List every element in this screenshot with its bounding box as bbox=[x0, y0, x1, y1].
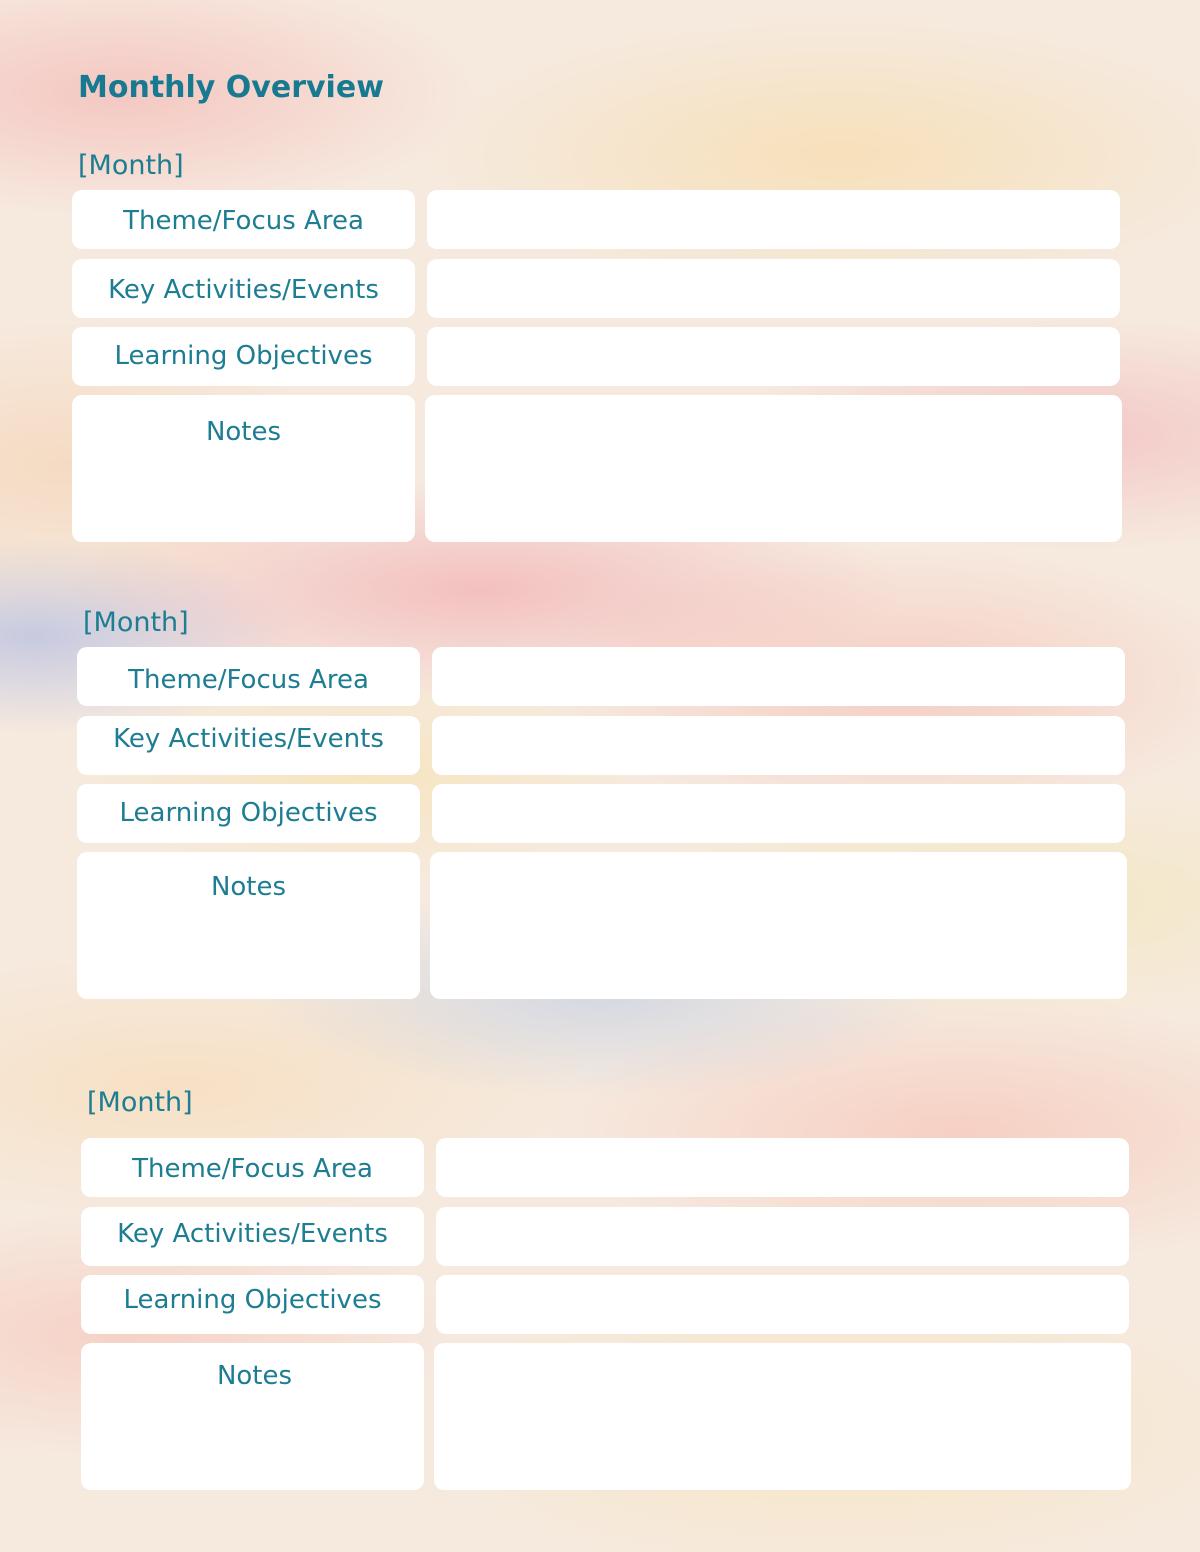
theme-focus-field[interactable] bbox=[436, 1138, 1129, 1197]
notes-label bbox=[72, 395, 415, 542]
learning-objectives-label bbox=[81, 1275, 424, 1334]
row-label-text: Learning Objectives bbox=[114, 341, 373, 371]
key-activities-label bbox=[77, 716, 420, 775]
key-activities-field[interactable] bbox=[432, 716, 1125, 775]
month-label[interactable]: [Month] bbox=[87, 1087, 193, 1118]
month-label[interactable]: [Month] bbox=[78, 150, 184, 181]
learning-objectives-field[interactable] bbox=[427, 327, 1120, 386]
page-title: Monthly Overview bbox=[78, 70, 384, 105]
key-activities-field[interactable] bbox=[436, 1207, 1129, 1266]
row-label-text: Notes bbox=[210, 872, 287, 902]
row-label-text: Theme/Focus Area bbox=[128, 665, 369, 695]
row-label-text: Key Activities/Events bbox=[117, 1219, 388, 1249]
row-label-text: Notes bbox=[205, 417, 282, 447]
key-activities-label bbox=[81, 1207, 424, 1266]
row-label-text: Notes bbox=[216, 1361, 293, 1391]
notes-label bbox=[81, 1343, 424, 1490]
theme-focus-label bbox=[72, 190, 415, 249]
notes-label bbox=[77, 852, 420, 999]
notes-field[interactable] bbox=[430, 852, 1127, 999]
row-label-text: Theme/Focus Area bbox=[132, 1154, 373, 1184]
row-label-text: Learning Objectives bbox=[119, 798, 378, 828]
learning-objectives-label bbox=[77, 784, 420, 843]
learning-objectives-field[interactable] bbox=[432, 784, 1125, 843]
row-label-text: Key Activities/Events bbox=[113, 724, 384, 754]
month-label[interactable]: [Month] bbox=[83, 607, 189, 638]
learning-objectives-field[interactable] bbox=[436, 1275, 1129, 1334]
row-label-text: Theme/Focus Area bbox=[123, 206, 364, 236]
row-label-text: Key Activities/Events bbox=[108, 275, 379, 305]
learning-objectives-label bbox=[72, 327, 415, 386]
theme-focus-field[interactable] bbox=[432, 647, 1125, 706]
key-activities-field[interactable] bbox=[427, 259, 1120, 318]
notes-field[interactable] bbox=[425, 395, 1122, 542]
notes-field[interactable] bbox=[434, 1343, 1131, 1490]
theme-focus-field[interactable] bbox=[427, 190, 1120, 249]
key-activities-label bbox=[72, 259, 415, 318]
theme-focus-label bbox=[81, 1138, 424, 1197]
row-label-text: Learning Objectives bbox=[123, 1285, 382, 1315]
theme-focus-label bbox=[77, 647, 420, 706]
